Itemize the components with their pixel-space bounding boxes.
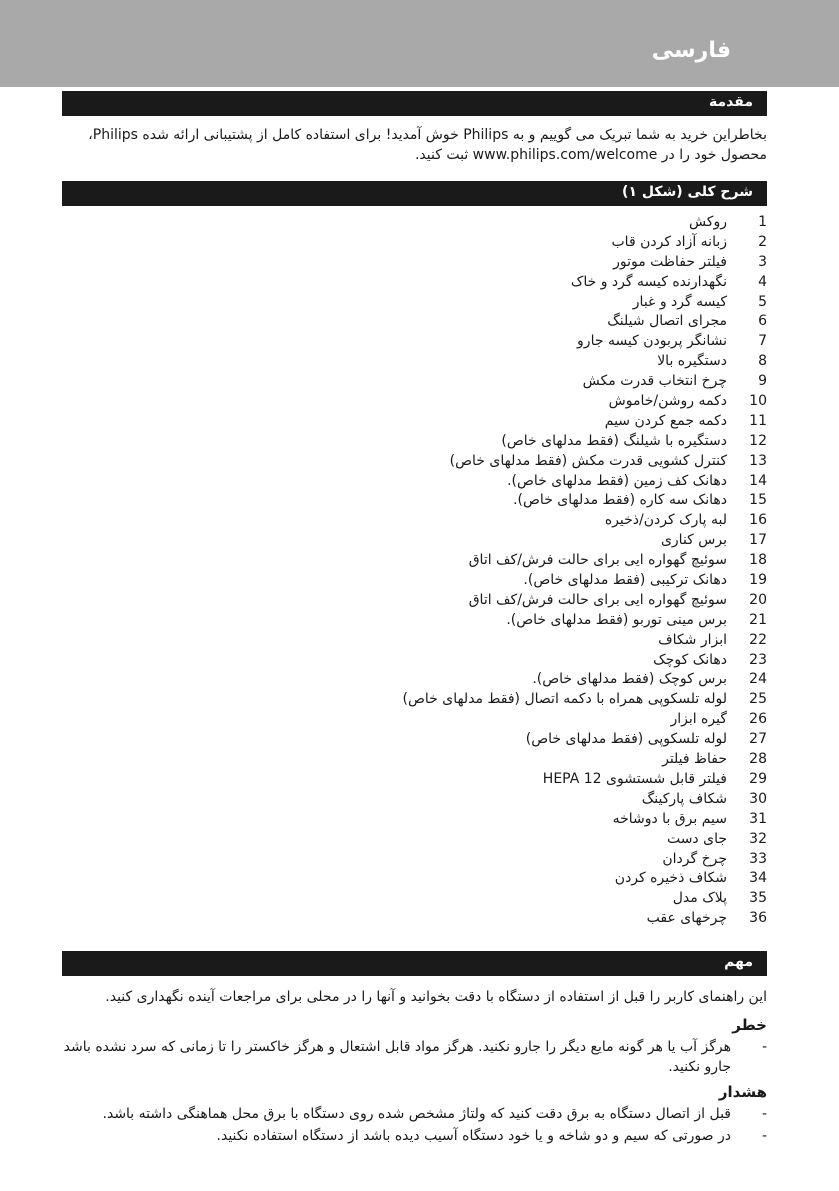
item-number: 4 [758,273,767,290]
item-label: دستگیره بالا [657,353,727,370]
danger-bullet [62,1037,767,1077]
item-number: 9 [758,373,767,390]
item-number: 1 [758,214,767,230]
list-item [62,689,767,709]
item-number: 6 [758,313,767,330]
list-item [62,630,767,650]
item-label: نگهدارنده کیسه گرد و خاک [570,273,727,290]
item-number: 5 [758,293,767,310]
item-label: برس کوچک (فقط مدلهای خاص). [532,671,727,688]
list-item [62,510,767,530]
item-label: لبه پارک کردن/ذخیره [604,512,727,529]
list-item [62,252,767,272]
list-item [62,272,767,292]
list-item [62,749,767,769]
item-number: 3 [758,253,767,270]
list-item [62,849,767,869]
item-number: 20 [749,591,767,608]
item-label: سوئیچ گهواره ایی برای حالت فرش/کف اتاق [468,591,727,608]
item-number: 23 [749,651,767,668]
item-number: 26 [749,711,767,728]
item-label: برس کناری [660,532,727,549]
warning-heading: هشدار [718,1083,767,1101]
item-label: نشانگر پربودن کیسه جارو [577,333,727,350]
list-item [62,590,767,610]
list-item [62,868,767,888]
danger-heading: خطر [732,1016,767,1034]
item-label: فیلتر حفاظت موتور [613,253,727,270]
list-item [62,451,767,471]
item-label: لوله تلسکوپی همراه با دکمه اتصال (فقط مدلهای خاص) [402,691,727,708]
item-number: 32 [749,830,767,847]
list-item [62,829,767,849]
warning-bullet-text: قبل از اتصال دستگاه به برق دقت کنید که ولتاژ مشخص شده روی دستگاه با برق محل هماهنگی داشته باشد. [102,1106,731,1122]
item-number: 28 [749,751,767,768]
item-number: 29 [749,770,767,787]
item-label: چرخ گردان [662,850,727,867]
item-label: دکمه جمع کردن سیم [604,412,727,429]
bullet-dash: - [761,1128,767,1144]
item-label: سیم برق با دوشاخه [612,810,727,827]
item-number: 12 [749,432,767,449]
item-label: ابزار شکاف [658,631,727,648]
item-label: فیلتر قابل شستشوی HEPA 12 [542,770,727,787]
item-number: 15 [749,492,767,509]
list-item [62,311,767,331]
list-item [62,331,767,351]
item-label: زبانه آزاد کردن قاب [611,233,727,250]
list-item [62,570,767,590]
list-item [62,769,767,789]
list-item [62,232,767,252]
item-label: گیره ابزار [670,711,727,728]
list-item [62,212,767,232]
item-number: 35 [749,890,767,907]
list-item [62,391,767,411]
item-label: روکش [688,214,727,230]
item-label: شکاف ذخیره کردن [614,870,727,887]
list-item [62,471,767,491]
list-item [62,530,767,550]
list-item [62,809,767,829]
list-item [62,888,767,908]
item-number: 25 [749,691,767,708]
important-heading: مهم [724,954,753,970]
warning-bullet [62,1104,767,1124]
item-number: 31 [749,810,767,827]
item-label: سوئیچ گهواره ایی برای حالت فرش/کف اتاق [468,552,727,569]
item-number: 2 [758,233,767,250]
parts-list [62,212,767,928]
item-label: لوله تلسکوپی (فقط مدلهای خاص) [525,731,727,748]
overview-heading: شرح کلی (شکل ۱) [622,184,753,200]
item-number: 36 [749,910,767,927]
item-number: 34 [749,870,767,887]
item-number: 22 [749,631,767,648]
item-number: 30 [749,790,767,807]
item-label: دهانک ترکیبی (فقط مدلهای خاص). [523,572,727,589]
overview-section-bar [62,181,767,206]
item-label: کیسه گرد و غبار [632,293,727,310]
item-number: 27 [749,731,767,748]
item-label: پلاک مدل [672,890,727,907]
item-label: چرخ انتخاب قدرت مکش [582,373,727,390]
item-label: کنترل کشویی قدرت مکش (فقط مدلهای خاص) [449,452,727,469]
intro-paragraph: بخاطراین خرید به شما تبریک می گوییم و به Philips خوش آمدید! برای استفاده کامل از پشتیبانی ارائه شده Philips، محصول خود را در www.philips.com/welcome ثبت کنید. [88,127,767,163]
item-label: دستگیره با شیلنگ (فقط مدلهای خاص) [501,432,727,449]
bullet-dash: - [761,1106,767,1122]
item-number: 33 [749,850,767,867]
list-item [62,550,767,570]
item-number: 7 [758,333,767,350]
list-item [62,292,767,312]
item-label: جای دست [666,830,727,847]
item-number: 17 [749,532,767,549]
intro-section-bar [62,91,767,116]
item-label: چرخهای عقب [646,910,727,927]
item-label: حفاظ فیلتر [662,751,727,768]
language-title: فارسی [651,38,731,63]
item-label: دهانک کوچک [653,651,727,668]
item-label: شکاف پارکینگ [641,790,727,807]
item-number: 14 [749,472,767,489]
list-item [62,908,767,928]
important-section-bar [62,951,767,976]
item-number: 11 [749,412,767,429]
item-number: 10 [749,393,767,410]
item-number: 13 [749,452,767,469]
warning-bullet-text: در صورتی که سیم و دو شاخه و یا خود دستگاه آسیب دیده باشد از دستگاه استفاده نکنید. [216,1128,731,1144]
list-item [62,610,767,630]
list-item [62,650,767,670]
list-item [62,709,767,729]
list-item [62,431,767,451]
item-label: مجرای اتصال شیلنگ [607,313,727,330]
list-item [62,729,767,749]
danger-bullet-text: هرگز آب یا هر گونه مایع دیگر را جارو نکنید. هرگز مواد قابل اشتعال و هرگز خاکستر را تا زمانی که سرد نشده باشد جارو نکنید. [63,1039,731,1075]
item-number: 16 [749,512,767,529]
list-item [62,411,767,431]
important-paragraph: این راهنمای کاربر را قبل از استفاده از دستگاه با دقت بخوانید و آنها را در محلی برای مراجعات آینده نگهداری کنید. [105,989,767,1005]
list-item [62,351,767,371]
item-number: 21 [749,611,767,628]
intro-heading: مقدمة [709,94,753,110]
bullet-dash: - [761,1039,767,1055]
item-number: 8 [758,353,767,370]
item-number: 24 [749,671,767,688]
language-header-band [0,0,839,87]
item-label: دکمه روشن/خاموش [608,393,727,410]
list-item [62,789,767,809]
item-number: 18 [749,552,767,569]
item-label: دهانک کف زمین (فقط مدلهای خاص). [507,472,727,489]
item-number: 19 [749,572,767,589]
list-item [62,371,767,391]
list-item [62,490,767,510]
warning-bullet [62,1126,767,1146]
item-label: برس مینی توربو (فقط مدلهای خاص). [506,611,727,628]
item-label: دهانک سه کاره (فقط مدلهای خاص). [513,492,727,509]
list-item [62,669,767,689]
